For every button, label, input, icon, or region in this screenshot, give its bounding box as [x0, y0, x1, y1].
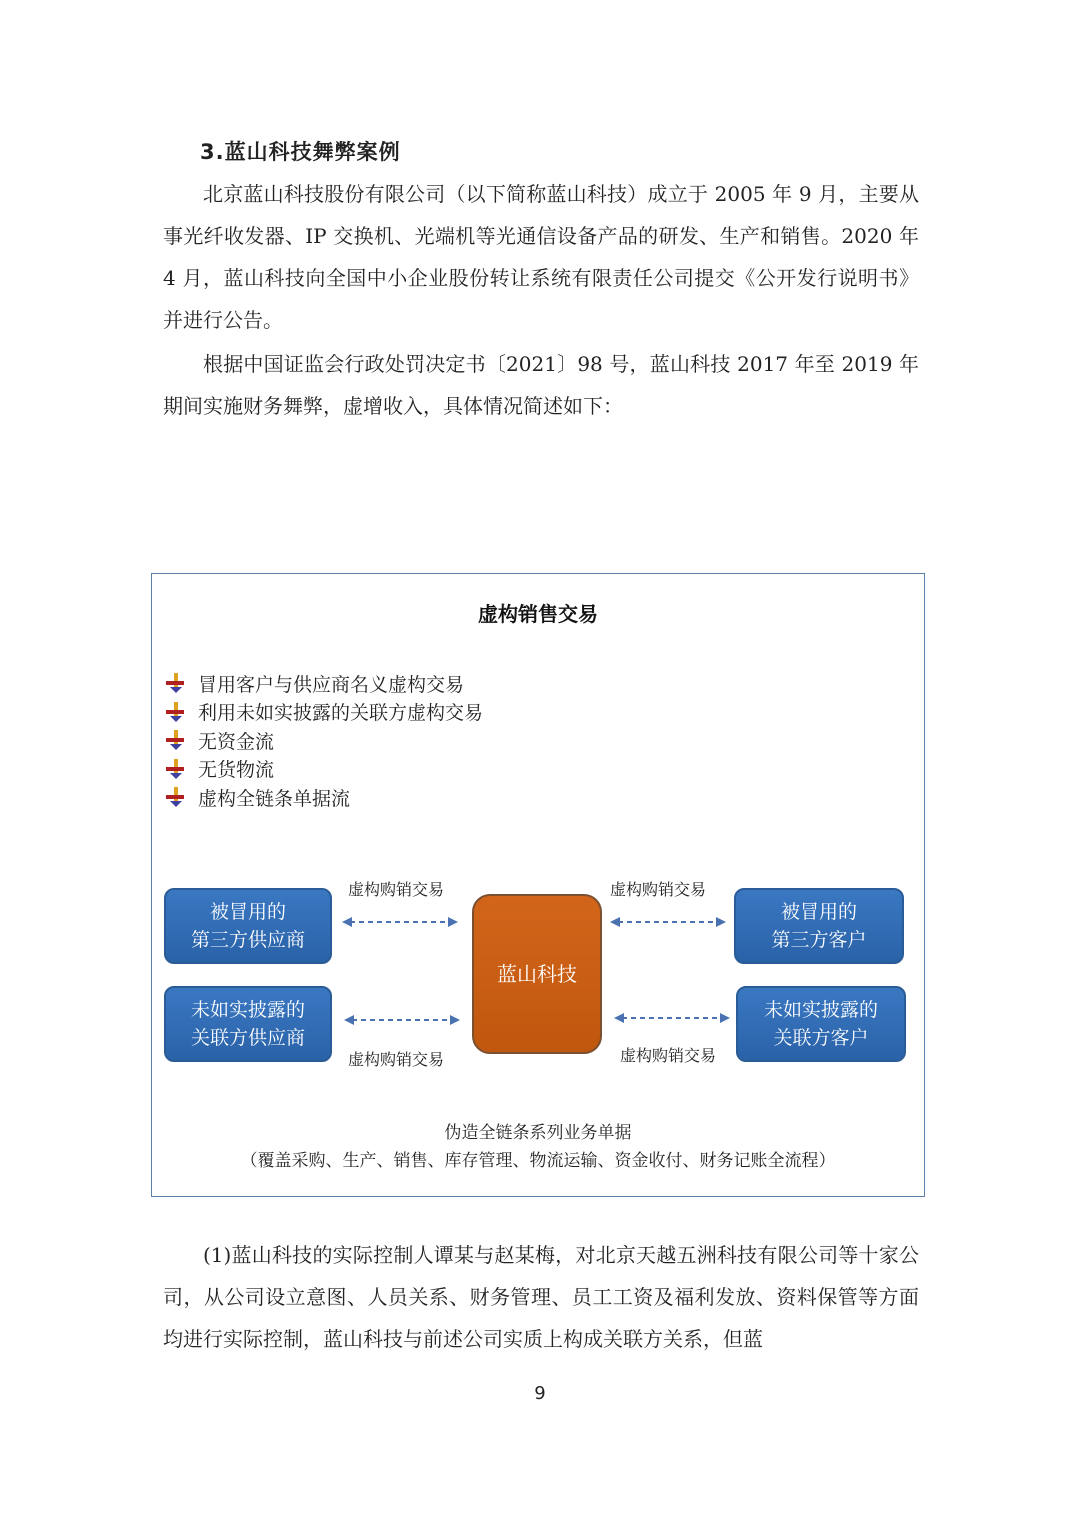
paragraph-company-intro: 北京蓝山科技股份有限公司（以下简称蓝山科技）成立于 2005 年 9 月，主要从事光纤收发器、IP 交换机、光端机等光通信设备产品的研发、生产和销售。2020 年 4 月，蓝山科技向全国中小企业股份转让系统有限责任公司提交《公开发行说明书》并进行公告。 — [163, 182, 919, 332]
double-arrow-icon — [344, 1013, 460, 1027]
bullet-text: 无货物流 — [198, 759, 275, 782]
box-lanshan-tech — [472, 894, 602, 1054]
arrow-bullet-icon — [164, 701, 192, 723]
bullet-text: 冒用客户与供应商名义虚构交易 — [198, 673, 465, 696]
arrow-bullet-icon — [164, 758, 192, 780]
arrow-bullet-icon — [164, 672, 192, 694]
arrow-bullet-icon — [164, 729, 192, 751]
list-item — [164, 783, 483, 812]
box-label: 未如实披露的 关联方供应商 — [190, 999, 305, 1049]
section-heading: 3.蓝山科技舞弊案例 — [200, 140, 401, 164]
box-label: 被冒用的 第三方供应商 — [190, 901, 305, 951]
bullet-text: 无资金流 — [198, 730, 275, 753]
list-item — [164, 726, 483, 755]
box-related-customer — [736, 986, 906, 1062]
double-arrow-icon — [342, 915, 458, 929]
list-item — [164, 698, 483, 727]
list-item — [164, 755, 483, 784]
page-number: 9 — [534, 1383, 546, 1404]
arrow-bullet-icon — [164, 786, 192, 808]
box-label: 蓝山科技 — [497, 962, 577, 986]
diagram-footer-line2: （覆盖采购、生产、销售、库存管理、物流运输、资金收付、财务记账全流程） — [240, 1151, 836, 1171]
list-item — [164, 669, 483, 698]
diagram-bullet-list — [164, 669, 483, 812]
arrow-label-top-right: 虚构购销交易 — [610, 880, 707, 899]
bullet-text: 虚构全链条单据流 — [198, 787, 351, 810]
diagram-footer-line1: 伪造全链条系列业务单据 — [444, 1123, 632, 1143]
double-arrow-icon — [610, 915, 726, 929]
box-third-party-customer — [734, 888, 904, 964]
double-arrow-icon — [614, 1011, 730, 1025]
box-label: 被冒用的 第三方客户 — [771, 901, 867, 951]
arrow-label-bottom-right: 虚构购销交易 — [620, 1046, 717, 1065]
bullet-text: 利用未如实披露的关联方虚构交易 — [198, 702, 484, 725]
arrow-label-top-left: 虚构购销交易 — [348, 880, 445, 899]
box-related-supplier — [164, 986, 332, 1062]
paragraph-penalty: 根据中国证监会行政处罚决定书〔2021〕98 号，蓝山科技 2017 年至 2019 年期间实施财务舞弊，虚增收入，具体情况简述如下： — [163, 352, 919, 418]
diagram-title: 虚构销售交易 — [478, 602, 598, 626]
arrow-label-bottom-left: 虚构购销交易 — [348, 1050, 445, 1069]
fraud-diagram — [151, 573, 925, 1197]
box-label: 未如实披露的 关联方客户 — [763, 999, 878, 1049]
box-third-party-supplier — [164, 888, 332, 964]
paragraph-related-party: (1)蓝山科技的实际控制人谭某与赵某梅，对北京天越五洲科技有限公司等十家公司，从公司设立意图、人员关系、财务管理、员工工资及福利发放、资料保管等方面均进行实际控制，蓝山科技与前述公司实质上构成关联方关系，但蓝 — [163, 1243, 919, 1351]
